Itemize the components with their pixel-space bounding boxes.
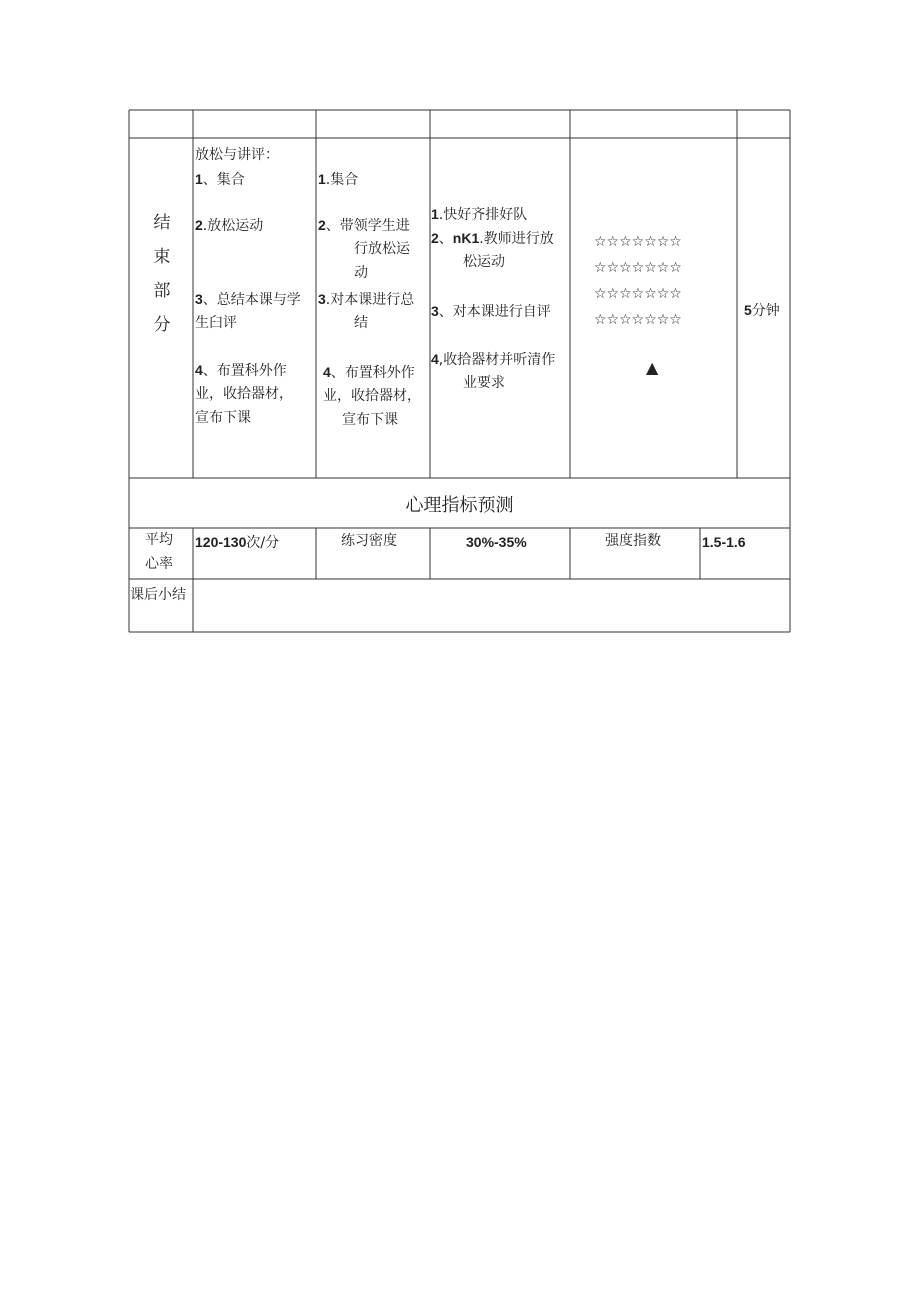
student-item-1 <box>431 202 527 227</box>
item-text: .快好齐排好队 <box>438 207 528 223</box>
teacher-item-3-line2: 结 <box>354 315 368 331</box>
section-label-char: 结 <box>153 213 171 233</box>
item-text: .放松运动 <box>202 218 264 234</box>
teacher-item-1 <box>318 167 358 192</box>
teacher-item-4-line3: 宣布下课 <box>342 412 398 428</box>
item-code: nK1 <box>452 230 480 246</box>
after-class-summary-field[interactable] <box>194 580 789 631</box>
content-item-4-line2: 业，收拾器材， <box>195 386 293 402</box>
content-item-3 <box>195 287 301 312</box>
heart-rate-unit: 次/分 <box>246 535 280 551</box>
student-item-2-line2: 松运动 <box>463 254 505 270</box>
item-text: .集合 <box>325 172 359 188</box>
time-unit: 分钟 <box>751 303 780 319</box>
intensity-value: 1.5-1.6 <box>702 534 746 550</box>
heart-rate-number: 120-130 <box>195 534 247 550</box>
formation-star-row: ☆☆☆☆☆☆☆ <box>594 312 682 328</box>
item-text: 、布置科外作 <box>202 363 287 379</box>
content-item-2 <box>195 213 263 238</box>
item-number: 4 <box>195 362 203 378</box>
item-text: 、对本课进行自评 <box>438 304 551 320</box>
item-number: 1 <box>431 206 439 222</box>
item-number: 4 <box>323 364 331 380</box>
item-number: 4 <box>431 351 439 367</box>
item-text: 、集合 <box>202 172 245 188</box>
section-label-char: 部 <box>153 281 171 301</box>
item-text: 、布置科外作 <box>330 365 415 381</box>
content-item-1 <box>195 167 245 192</box>
intensity-label: 强度指数 <box>605 533 661 549</box>
item-text: ,收拾器材并听清作 <box>438 352 556 368</box>
formation-star-row: ☆☆☆☆☆☆☆ <box>594 286 682 302</box>
after-class-summary-label: 课后小结 <box>130 587 186 603</box>
item-number: 2 <box>431 230 439 246</box>
density-label: 练习密度 <box>341 533 397 549</box>
item-number: 1 <box>195 171 203 187</box>
item-number: 1 <box>318 171 326 187</box>
item-number: 3 <box>431 303 439 319</box>
formation-star-row: ☆☆☆☆☆☆☆ <box>594 260 682 276</box>
content-item-4 <box>195 358 287 383</box>
student-item-2 <box>431 226 554 251</box>
item-text: .对本课进行总 <box>325 292 415 308</box>
teacher-item-2-line2: 行放松运 <box>354 241 410 257</box>
heart-rate-label: 平均 <box>145 532 173 548</box>
section-label-char: 束 <box>153 247 171 267</box>
teacher-triangle-icon: ▲ <box>646 358 659 377</box>
student-item-3 <box>431 299 551 324</box>
time-number: 5 <box>744 302 752 318</box>
item-separator: 、 <box>438 231 453 247</box>
student-item-4 <box>431 347 555 372</box>
time-allocation <box>744 298 780 323</box>
content-item-4-line3: 宣布下课 <box>195 410 251 426</box>
teacher-item-4 <box>323 360 415 385</box>
item-text: .教师进行放 <box>479 231 554 247</box>
section-label-char: 分 <box>153 315 171 335</box>
content-heading: 放松与讲评： <box>195 147 279 163</box>
teacher-item-2-line3: 动 <box>354 265 368 281</box>
density-value: 30%-35% <box>466 534 527 550</box>
formation-star-row: ☆☆☆☆☆☆☆ <box>594 234 682 250</box>
psych-indicator-title: 心理指标预测 <box>405 495 514 516</box>
teacher-item-3 <box>318 287 414 312</box>
item-number: 2 <box>318 217 326 233</box>
teacher-item-2 <box>318 213 410 238</box>
student-item-4-line2: 业要求 <box>463 375 505 391</box>
item-number: 3 <box>195 291 203 307</box>
heart-rate-label-line2: 心率 <box>145 556 173 572</box>
item-text: 、总结本课与学 <box>202 292 301 308</box>
item-number: 2 <box>195 217 203 233</box>
content-item-3-line2: 生臼评 <box>195 315 237 331</box>
item-text: 、带领学生进 <box>325 218 410 234</box>
teacher-item-4-line2: 业，收拾器材， <box>323 388 421 404</box>
heart-rate-value <box>195 530 279 555</box>
item-number: 3 <box>318 291 326 307</box>
